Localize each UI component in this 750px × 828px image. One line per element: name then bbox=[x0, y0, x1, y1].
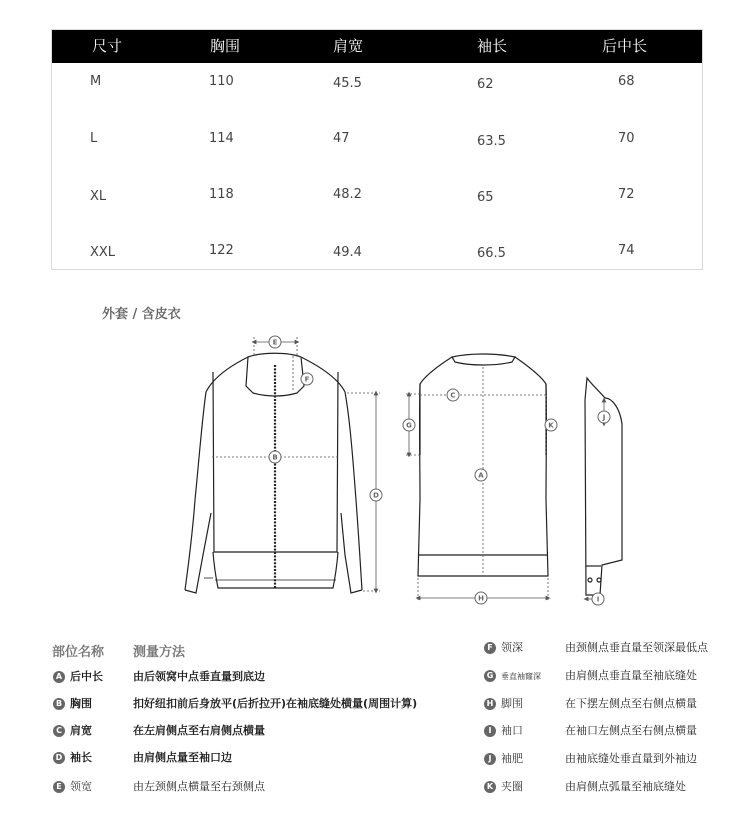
legend-item-f bbox=[484, 641, 734, 659]
cell-shoulder: 45.5 bbox=[333, 76, 362, 91]
badge-a: A bbox=[53, 671, 65, 683]
cell-shoulder: 47 bbox=[333, 131, 350, 146]
svg-text:G: G bbox=[406, 421, 412, 430]
jacket-front-view bbox=[185, 353, 362, 593]
badge-i: I bbox=[484, 725, 496, 737]
marker-badges bbox=[269, 336, 610, 605]
legend-item-h bbox=[484, 697, 734, 715]
cell-back-length: 74 bbox=[618, 243, 635, 258]
svg-text:A: A bbox=[478, 471, 484, 480]
legend-item-g bbox=[484, 669, 734, 687]
svg-text:I: I bbox=[596, 595, 600, 604]
badge-e: E bbox=[53, 781, 65, 793]
cell-size: M bbox=[90, 74, 102, 89]
cell-chest: 110 bbox=[209, 74, 234, 89]
table-row bbox=[52, 185, 702, 205]
legend-desc: 由肩侧点量至袖口边 bbox=[133, 751, 232, 764]
legend-name: 脚围 bbox=[501, 697, 523, 710]
marker-d bbox=[370, 489, 382, 501]
legend-method-title: 测量方法 bbox=[133, 645, 186, 660]
legend-name: 肩宽 bbox=[70, 724, 92, 737]
marker-a bbox=[475, 469, 487, 481]
legend-name: 袖口 bbox=[501, 724, 523, 737]
size-table bbox=[51, 29, 703, 270]
marker-h bbox=[475, 592, 487, 604]
legend-name: 领深 bbox=[501, 641, 523, 654]
header-size: 尺寸 bbox=[92, 37, 123, 55]
legend-desc: 由左颈侧点横量至右颈侧点 bbox=[133, 780, 265, 793]
cell-chest: 114 bbox=[209, 131, 234, 146]
svg-text:E: E bbox=[272, 338, 278, 347]
cell-back-length: 70 bbox=[618, 131, 635, 146]
measurement-diagram bbox=[0, 320, 750, 620]
header-shoulder: 肩宽 bbox=[333, 37, 364, 55]
marker-e bbox=[269, 336, 281, 348]
header-back-length: 后中长 bbox=[602, 37, 648, 55]
svg-text:D: D bbox=[373, 491, 379, 500]
legend-item-d bbox=[53, 751, 353, 769]
legend-desc: 由肩侧点垂直量至袖底缝处 bbox=[565, 669, 697, 682]
legend-desc: 由后领窝中点垂直量到底边 bbox=[133, 670, 265, 683]
marker-g bbox=[403, 419, 415, 431]
legend-desc: 扣好纽扣前后身放平(后折拉开)在袖底缝处横量(周围计算) bbox=[133, 697, 418, 710]
marker-j bbox=[598, 411, 610, 423]
marker-i bbox=[592, 593, 604, 605]
jacket-drawings bbox=[0, 320, 750, 620]
size-table-header bbox=[52, 30, 702, 63]
legend-item-a bbox=[53, 670, 353, 688]
badge-f: F bbox=[484, 642, 496, 654]
cell-shoulder: 49.4 bbox=[333, 245, 362, 260]
legend-name: 领宽 bbox=[70, 780, 92, 793]
svg-text:K: K bbox=[548, 421, 554, 430]
svg-text:B: B bbox=[272, 453, 278, 462]
marker-b bbox=[269, 451, 281, 463]
table-row bbox=[52, 72, 702, 92]
svg-text:C: C bbox=[450, 391, 456, 400]
svg-text:F: F bbox=[304, 375, 310, 384]
legend-desc: 在左肩侧点至右肩侧点横量 bbox=[133, 724, 265, 737]
marker-c bbox=[447, 389, 459, 401]
section-title: 外套 / 含皮衣 bbox=[102, 307, 181, 322]
legend-desc: 由肩侧点弧量至袖底缝处 bbox=[565, 780, 686, 793]
header-chest: 胸围 bbox=[210, 37, 241, 55]
badge-h: H bbox=[484, 698, 496, 710]
cell-sleeve: 62 bbox=[477, 77, 494, 92]
legend-desc: 在袖口左侧点至右侧点横量 bbox=[565, 724, 697, 737]
legend-name: 夹圈 bbox=[501, 780, 523, 793]
cell-size: XL bbox=[90, 189, 107, 204]
svg-text:J: J bbox=[602, 413, 606, 422]
legend-item-i bbox=[484, 724, 734, 742]
legend-desc: 由袖底缝处垂直量到外袖边 bbox=[565, 752, 697, 765]
cell-back-length: 68 bbox=[618, 74, 635, 89]
table-row bbox=[52, 129, 702, 149]
legend-desc: 由颈侧点垂直量至领深最低点 bbox=[565, 641, 708, 654]
legend-name: 袖肥 bbox=[501, 752, 523, 765]
cell-chest: 118 bbox=[209, 187, 234, 202]
legend-part-title: 部位名称 bbox=[52, 645, 105, 660]
cell-shoulder: 48.2 bbox=[333, 187, 362, 202]
legend-item-j bbox=[484, 752, 734, 770]
legend-name: 垂直袖窿深 bbox=[501, 672, 541, 681]
legend-item-b bbox=[53, 697, 453, 715]
cell-back-length: 72 bbox=[618, 187, 635, 202]
legend-item-k bbox=[484, 780, 734, 798]
cell-sleeve: 65 bbox=[477, 190, 494, 205]
marker-f bbox=[301, 373, 313, 385]
svg-text:H: H bbox=[478, 594, 484, 603]
legend-item-e bbox=[53, 780, 353, 798]
legend-name: 后中长 bbox=[70, 670, 103, 683]
measure-lines bbox=[212, 337, 604, 602]
cell-sleeve: 63.5 bbox=[477, 134, 506, 149]
legend-name: 袖长 bbox=[70, 751, 92, 764]
badge-d: D bbox=[53, 752, 65, 764]
badge-k: K bbox=[484, 781, 496, 793]
badge-c: C bbox=[53, 725, 65, 737]
legend-item-c bbox=[53, 724, 353, 742]
table-row bbox=[52, 243, 702, 263]
cell-sleeve: 66.5 bbox=[477, 246, 506, 261]
legend-desc: 在下摆左侧点至右侧点横量 bbox=[565, 697, 697, 710]
header-sleeve: 袖长 bbox=[477, 37, 508, 55]
legend-name: 胸围 bbox=[70, 697, 92, 710]
badge-g: G bbox=[484, 670, 496, 682]
cell-chest: 122 bbox=[209, 243, 234, 258]
cell-size: XXL bbox=[90, 245, 116, 260]
badge-b: B bbox=[53, 698, 65, 710]
marker-k bbox=[545, 419, 557, 431]
badge-j: J bbox=[484, 753, 496, 765]
cell-size: L bbox=[90, 131, 98, 146]
